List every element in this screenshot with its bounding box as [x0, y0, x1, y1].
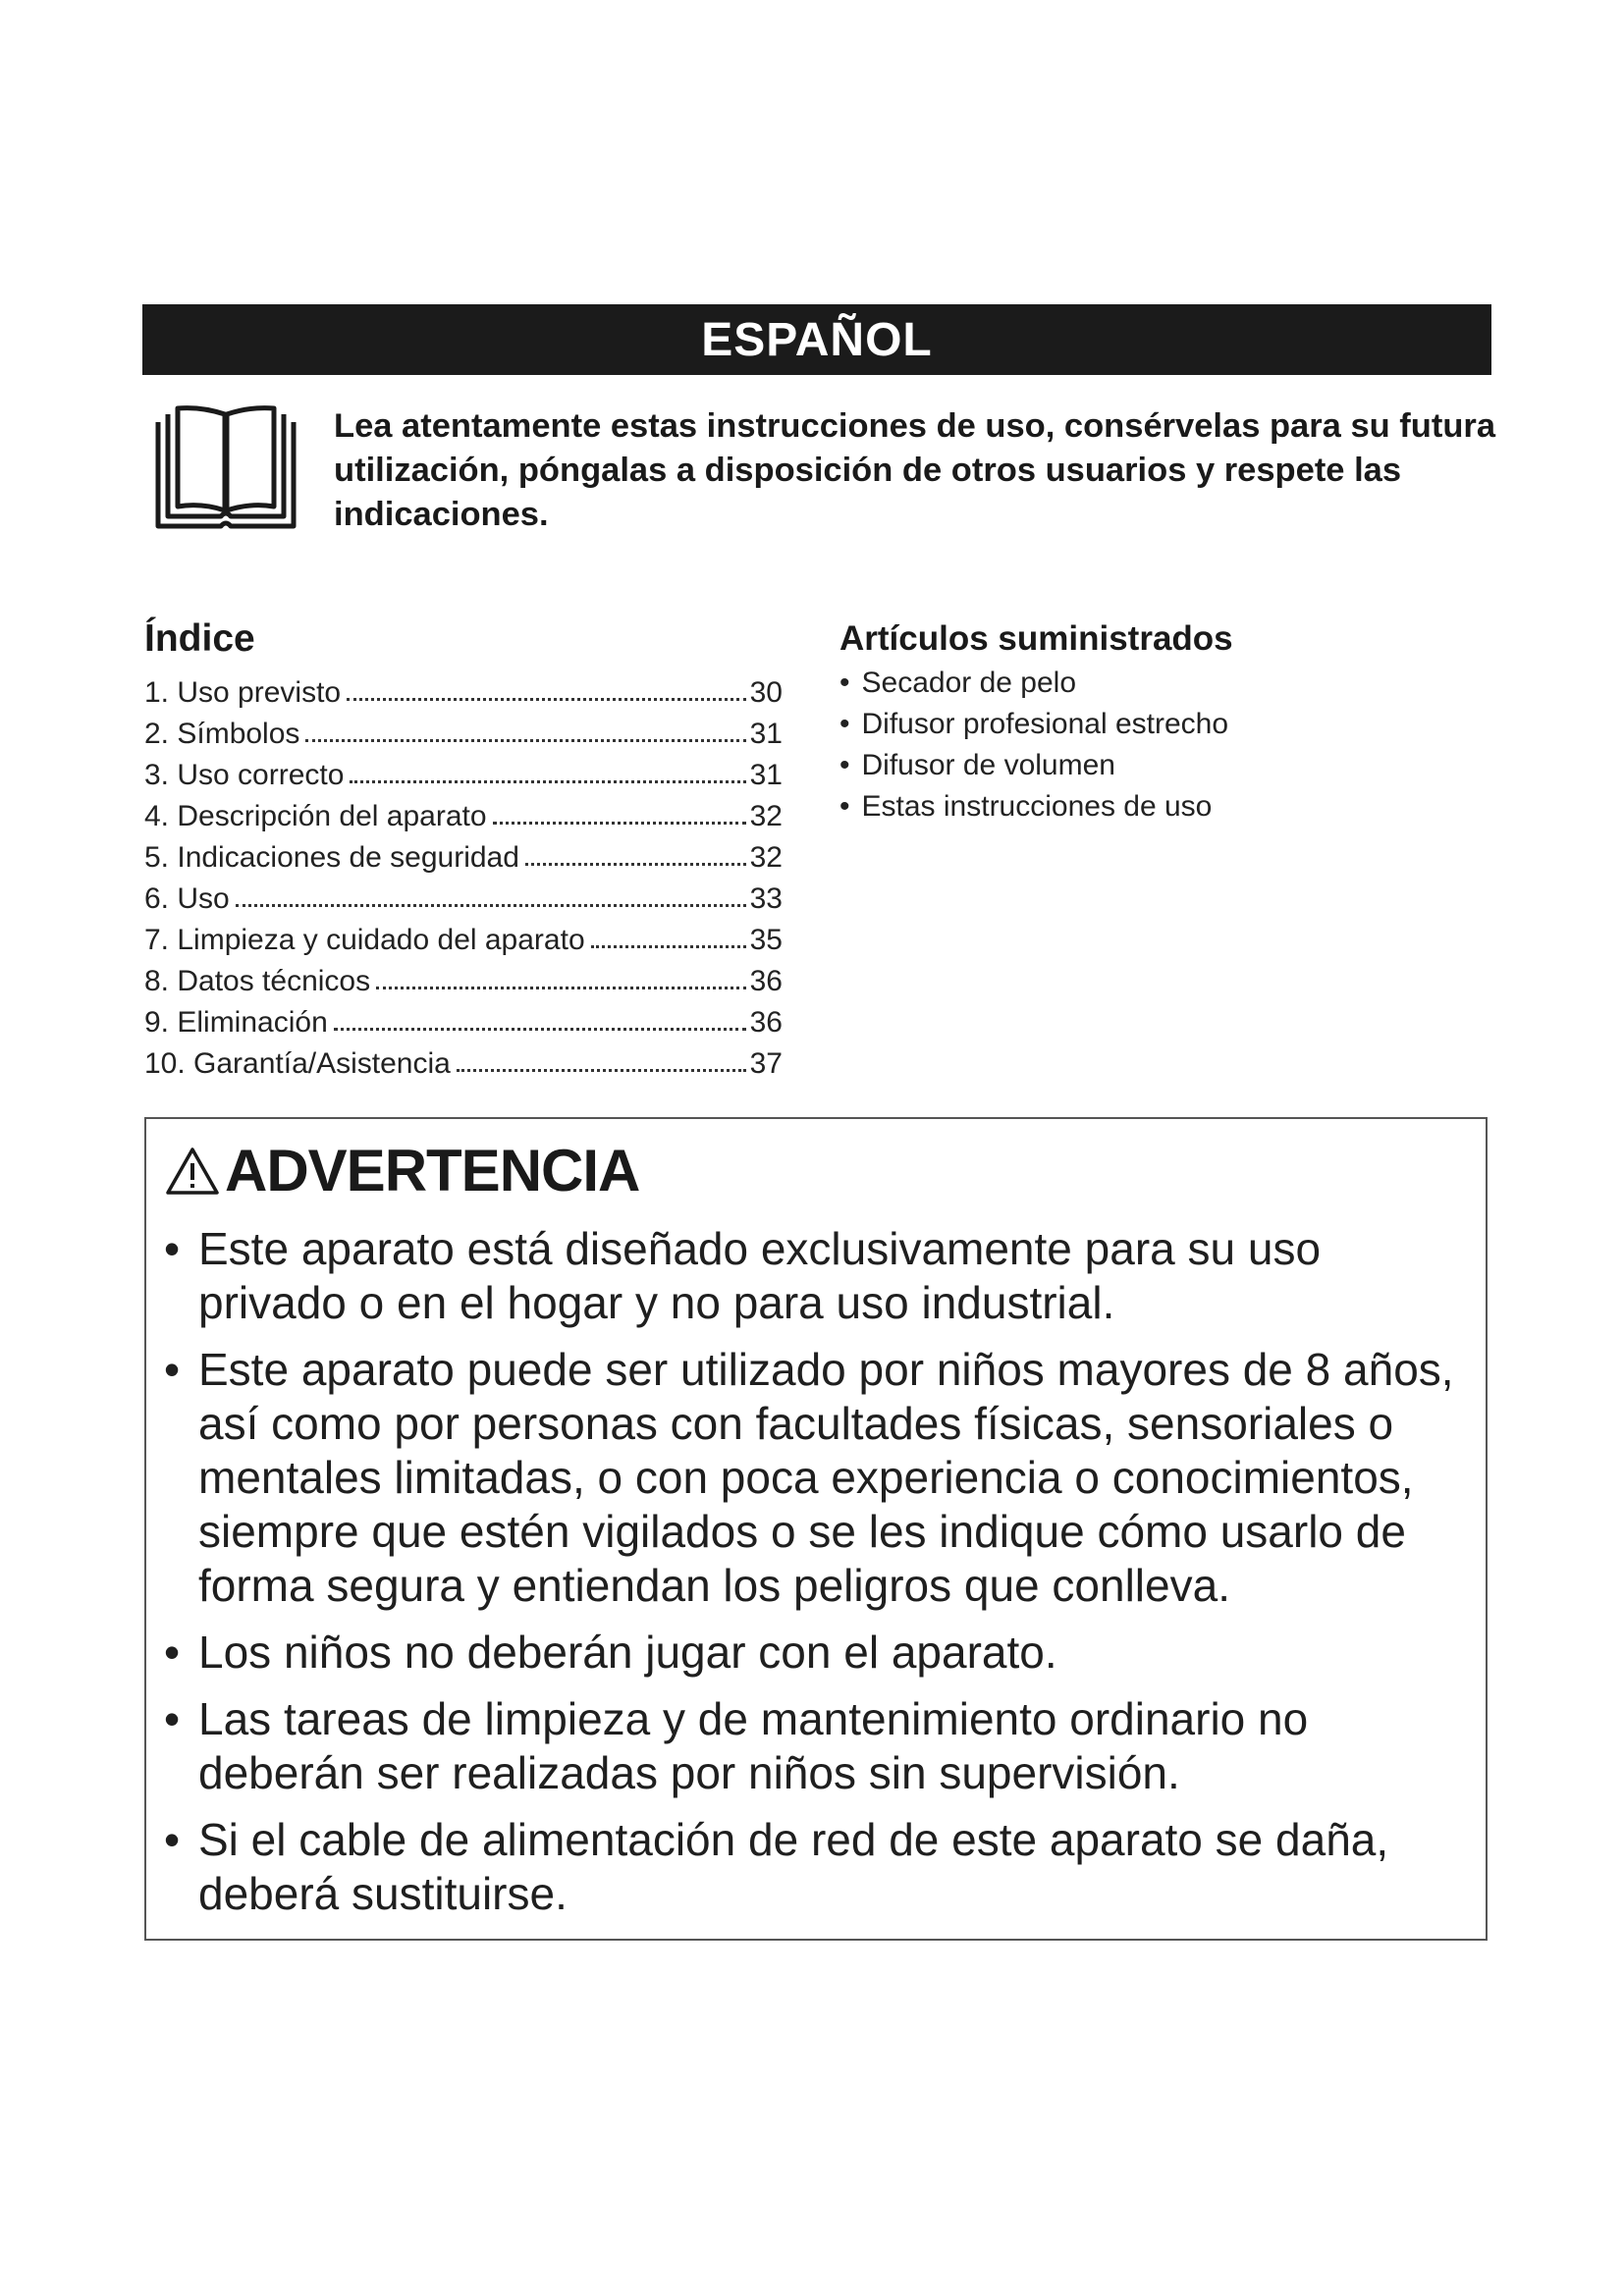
- toc-item: [144, 875, 783, 916]
- toc-leader-dots: [493, 822, 746, 825]
- language-title: ESPAÑOL: [701, 313, 933, 366]
- toc-leader-dots: [347, 698, 746, 701]
- supplied-list: [839, 663, 1448, 828]
- language-header: [142, 304, 1491, 375]
- toc-leader-dots: [236, 904, 746, 907]
- toc-item: [144, 668, 783, 710]
- toc-item: [144, 792, 783, 833]
- warning-box: [144, 1117, 1488, 1941]
- toc-item: [144, 998, 783, 1040]
- toc-item-label: 8. Datos técnicos: [144, 965, 371, 997]
- warning-title: ADVERTENCIA: [225, 1138, 640, 1203]
- supplied-title: Artículos suministrados: [839, 619, 1233, 658]
- intro-section: [152, 404, 1497, 542]
- supplied-item: • Difusor de volumen: [839, 745, 1448, 786]
- book-icon: [152, 404, 299, 532]
- toc-list: [144, 668, 783, 1081]
- toc-leader-dots: [525, 863, 746, 866]
- toc-item-page: 31: [749, 759, 783, 791]
- toc-title: Índice: [144, 617, 255, 660]
- warning-item: • Si el cable de alimentación de red de este aparato se daña, deberá sustituirse.: [164, 1813, 1470, 1921]
- toc-item-label: 3. Uso correcto: [144, 759, 345, 791]
- toc-leader-dots: [457, 1069, 746, 1072]
- toc-item-page: 36: [749, 965, 783, 997]
- toc-item-page: 32: [749, 800, 783, 832]
- toc-item: [144, 1040, 783, 1081]
- toc-item-label: 6. Uso: [144, 882, 230, 915]
- warning-triangle-icon: [164, 1146, 221, 1197]
- toc-leader-dots: [591, 945, 746, 948]
- toc-item-label: 5. Indicaciones de seguridad: [144, 841, 519, 874]
- toc-item: [144, 751, 783, 792]
- supplied-item: • Estas instrucciones de uso: [839, 786, 1448, 828]
- toc-leader-dots: [350, 780, 745, 783]
- toc-item: [144, 916, 783, 957]
- warning-item: • Este aparato puede ser utilizado por niños mayores de 8 años, así como por personas con facultades físicas, sensoriales o mentales limitadas, o con poca experiencia o conocimientos, siempre que estén vigilados o se les indique cómo usarlo de forma segura y entiendan los peligros que conlleva.: [164, 1343, 1470, 1613]
- warning-list: [164, 1222, 1470, 1934]
- supplied-item: • Secador de pelo: [839, 663, 1448, 704]
- warning-item: • Las tareas de limpieza y de mantenimiento ordinario no deberán ser realizadas por niños sin supervisión.: [164, 1692, 1470, 1800]
- toc-item: [144, 833, 783, 875]
- toc-item-page: 32: [749, 841, 783, 874]
- toc-item-page: 35: [749, 924, 783, 956]
- toc-item-label: 2. Símbolos: [144, 718, 300, 750]
- toc-item-label: 9. Eliminación: [144, 1006, 328, 1039]
- toc-item-page: 36: [749, 1006, 783, 1039]
- supplied-item: • Difusor profesional estrecho: [839, 704, 1448, 745]
- toc-item-page: 37: [749, 1047, 783, 1080]
- toc-item-page: 30: [749, 676, 783, 709]
- table-of-contents: [144, 614, 783, 1081]
- toc-leader-dots: [376, 987, 746, 989]
- toc-item-page: 33: [749, 882, 783, 915]
- intro-text: Lea atentamente estas instrucciones de uso, consérvelas para su futura utilización, póngalas a disposición de otros usuarios y respete las indicaciones.: [334, 407, 1496, 533]
- toc-item-page: 31: [749, 718, 783, 750]
- warning-header: [164, 1137, 639, 1204]
- toc-item-label: 10. Garantía/Asistencia: [144, 1047, 451, 1080]
- toc-item: [144, 710, 783, 751]
- toc-item-label: 7. Limpieza y cuidado del aparato: [144, 924, 585, 956]
- warning-item: • Los niños no deberán jugar con el aparato.: [164, 1626, 1470, 1680]
- toc-leader-dots: [334, 1028, 746, 1031]
- toc-item-label: 4. Descripción del aparato: [144, 800, 487, 832]
- toc-item: [144, 957, 783, 998]
- toc-item-label: 1. Uso previsto: [144, 676, 342, 709]
- supplied-items: [839, 615, 1448, 828]
- toc-leader-dots: [305, 739, 745, 742]
- warning-item: • Este aparato está diseñado exclusivamente para su uso privado o en el hogar y no para uso industrial.: [164, 1222, 1470, 1330]
